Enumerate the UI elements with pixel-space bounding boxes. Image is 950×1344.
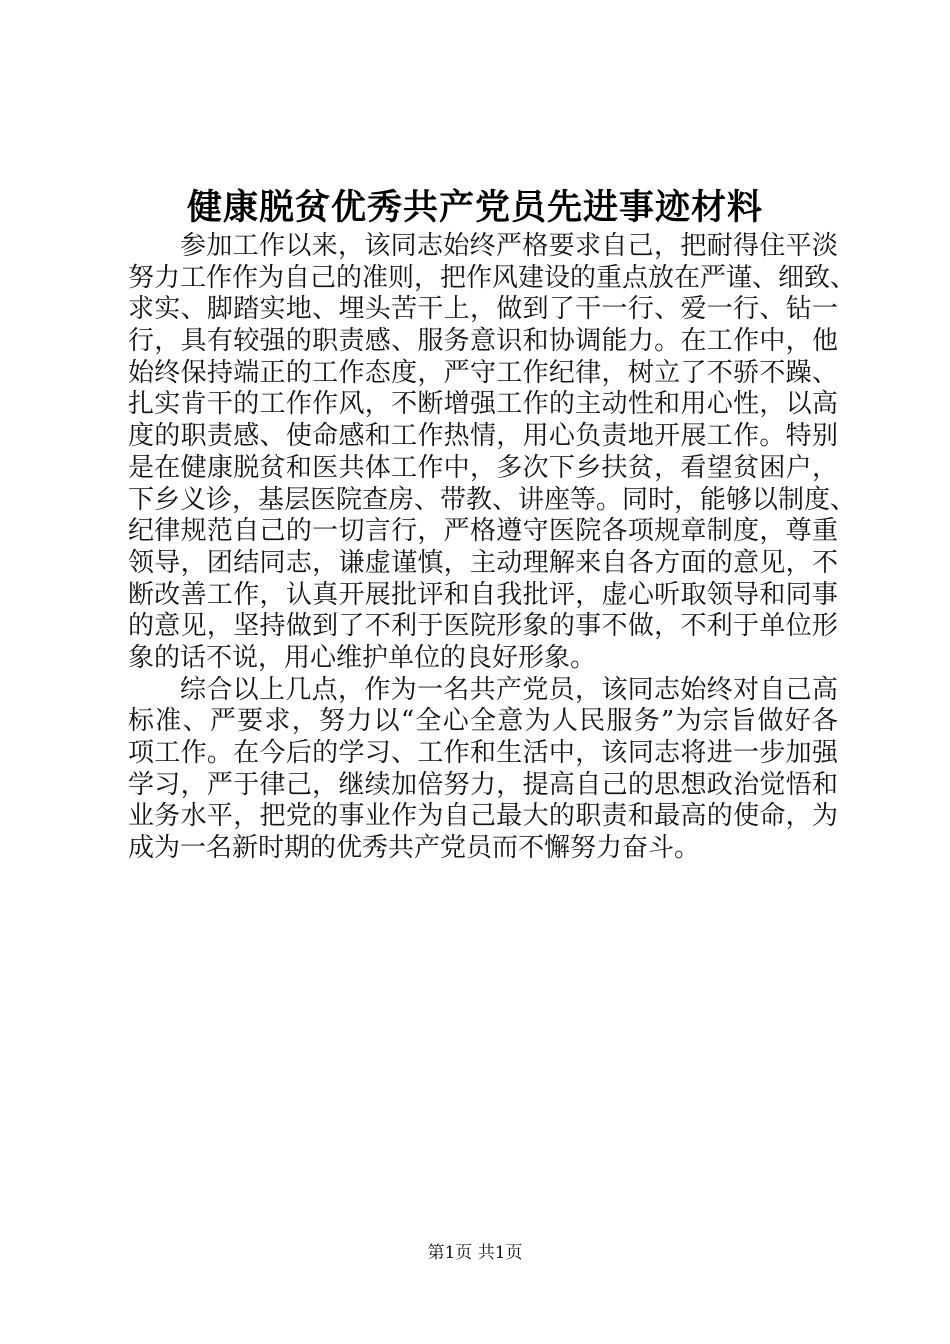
page-footer: 第1页 共1页 [427,1243,523,1263]
text-line: 度的职责感、使命感和工作热情，用心负责地开展工作。特别 [128,421,838,452]
text-line: 领导，团结同志，谦虚谨慎，主动理解来自各方面的意见，不 [128,547,838,578]
text-line: 是在健康脱贫和医共体工作中，多次下乡扶贫，看望贫困户， [128,452,838,483]
text-line: 纪律规范自己的一切言行，严格遵守医院各项规章制度，尊重 [128,516,838,547]
text-line: 扎实肯干的工作作风，不断增强工作的主动性和用心性，以高 [128,389,838,420]
paragraph-1 [128,231,857,675]
text-line: 下乡义诊，基层医院查房、带教、讲座等。同时，能够以制度、 [128,484,857,515]
text-line: 项工作。在今后的学习、工作和生活中，该同志将进一步加强 [128,738,838,768]
text-line: 努力工作作为自己的准则，把作风建设的重点放在严谨、细致、 [128,262,857,293]
text-line: 成为一名新时期的优秀共产党员而不懈努力奋斗。 [128,833,701,864]
document-title: 健康脱贫优秀共产党员先进事迹材料 [186,187,763,228]
paragraph-2 [128,675,838,865]
text-line: 业务水平，把党的事业作为自己最大的职责和最高的使命，为 [128,801,838,832]
text-line: 标准、严要求，努力以“全心全意为人民服务”为宗旨做好各 [128,706,838,737]
text-line: 求实、脚踏实地、埋头苦干上，做到了干一行、爱一行、钻一 [128,294,838,325]
text-line: 断改善工作，认真开展批评和自我批评，虚心听取领导和同事 [128,579,838,610]
text-line: 始终保持端正的工作态度，严守工作纪律，树立了不骄不躁、 [128,357,838,388]
text-line: 综合以上几点，作为一名共产党员，该同志始终对自己高 [180,674,838,705]
document-body [128,231,857,865]
text-line: 参加工作以来，该同志始终严格要求自己，把耐得住平淡 [180,231,838,261]
text-line: 行，具有较强的职责感、服务意识和协调能力。在工作中，他 [128,326,838,357]
text-line: 学习，严于律己，继续加倍努力，提高自己的思想政治觉悟和 [128,769,838,800]
text-line: 象的话不说，用心维护单位的良好形象。 [128,642,597,673]
text-line: 的意见，坚持做到了不利于医院形象的事不做，不利于单位形 [128,611,838,642]
